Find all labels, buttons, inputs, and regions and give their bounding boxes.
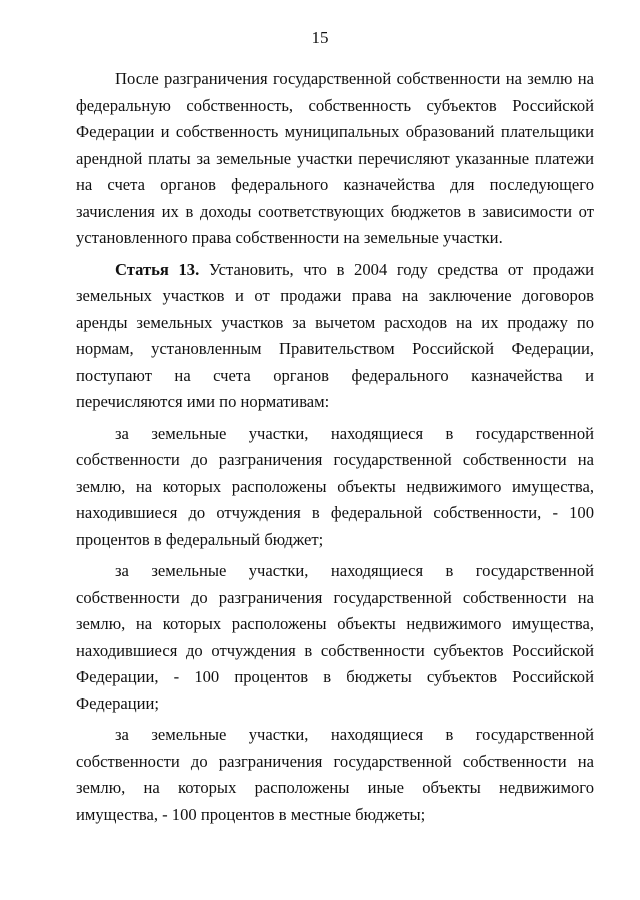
document-body <box>76 66 594 833</box>
paragraph-payments-after-delimitation: После разграничения государственной собственности на землю на федеральную собственность, собственность субъектов Российской Федерации и собственность муниципальных образований плательщики арендной платы за земельные участки перечисляют указанные платежи на счета органов федерального казначейства для последующего зачисления их в доходы соответствующих бюджетов в зависимости от установленного права собственности на земельные участки. <box>76 69 594 247</box>
list-item-regional: за земельные участки, находящиеся в государственной собственности до разграничения государственной собственности на землю, на которых расположены объекты недвижимого имущества, находившиеся до отчуждения в собственности субъектов Российской Федерации, - 100 процентов в бюджеты субъектов Российской Федерации; <box>76 561 594 713</box>
list-item-federal: за земельные участки, находящиеся в государственной собственности до разграничения государственной собственности на землю, на которых расположены объекты недвижимого имущества, находившиеся до отчуждения в федеральной собственности, - 100 процентов в федеральный бюджет; <box>76 423 594 549</box>
list-item-local: за земельные участки, находящиеся в государственной собственности до разграничения государственной собственности на землю, на которых расположены иные объекты недвижимого имущества, - 100 процентов в местные бюджеты; <box>76 725 594 824</box>
article-13-label: Статья 13. <box>115 259 200 279</box>
article-13-paragraph <box>76 257 594 416</box>
page-number: 15 <box>311 28 329 47</box>
article-13-text: Установить, что в 2004 году средства от продажи земельных участков и от продажи права на заключение договоров аренды земельных участков за вычетом расходов на их продажу по нормам, установленным Правительством Российской Федерации, поступают на счета органов федерального казначейства и перечисляются ими по нормативам: <box>76 259 595 411</box>
